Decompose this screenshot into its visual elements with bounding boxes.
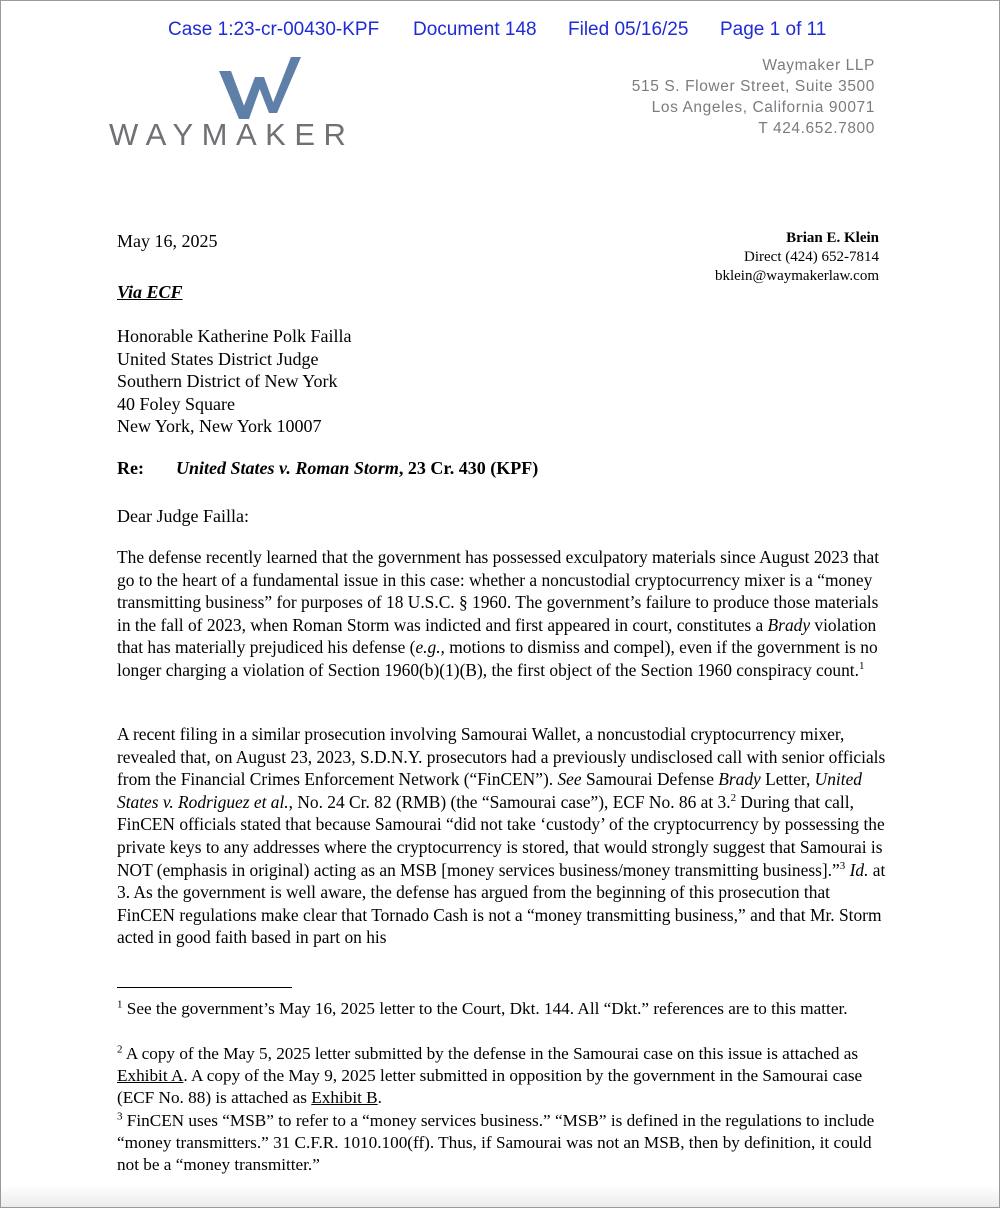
ecf-header	[1, 19, 1000, 45]
exhibit-a-link: Exhibit A	[117, 1065, 184, 1085]
body-paragraph-2: A recent filing in a similar prosecution involving Samourai Wallet, a noncustodial cryptocurrency mixer, revealed that, on August 23, 2023, S.D.N.Y. prosecutors had a previously undisclosed call with senior officials from the Financial Crimes Enforcement Network (“FinCEN”). See Samourai Defense Brady Letter, United States v. Rodriguez et al., No. 24 Cr. 82 (RMB) (the “Samourai case”), ECF No. 86 at 3.$^2$ During that call, FinCEN officials stated that because Samourai “did not take ‘custody’ of the cryptocurrency by possessing the private keys to any addresses where the cryptocurrency is stored, that would strongly suggest that Samourai is NOT (emphasis in original) acting as an MSB [money services business/money transmitting business].”$^3$ Id. at 3. As the government is well aware, the defense has argued from the beginning of this prosecution that FinCEN regulations make clear that Tornado Cash is not a “money transmitting business,” and that Mr. Storm acted in good faith based in part on his	[117, 724, 886, 948]
footnote-ref-1[interactable]: 1	[858, 660, 865, 673]
addressee-line: 40 Foley Square	[117, 393, 235, 414]
firm-phone: T 424.652.7800	[758, 120, 875, 137]
exhibit-b-link: Exhibit B	[311, 1087, 378, 1107]
addressee-line: New York, New York 10007	[117, 416, 322, 436]
document-number: Document 148	[413, 19, 537, 40]
firm-street: 515 S. Flower Street, Suite 3500	[631, 78, 875, 95]
case-citation: United States v. Rodriguez et al.	[117, 769, 862, 812]
re-label: Re:	[117, 458, 144, 478]
case-number: Case 1:23-cr-00430-KPF	[168, 19, 380, 40]
page-bottom-shadow	[1, 1185, 999, 1207]
author-direct: Direct (424) 652-7814	[744, 249, 879, 265]
author-name: Brian E. Klein	[786, 230, 879, 246]
footnote-divider	[117, 987, 292, 988]
re-case-name: United States v. Roman Storm	[176, 458, 399, 478]
footnote-2: $^2$ A copy of the May 5, 2025 letter submitted by the defense in the Samourai case on this issue is attached as Exhibit A. A copy of the May 9, 2025 letter submitted in opposition by the government in the Samourai case (ECF No. 88) is attached as Exhibit B.	[117, 1043, 863, 1107]
page-indicator: Page 1 of 11	[720, 19, 827, 40]
footnote-ref-2[interactable]: 2	[730, 791, 737, 804]
footnote-3: $^3$ FinCEN uses “MSB” to refer to a “money services business.” “MSB” is defined in the regulations to include “money transmitters.” 31 C.F.R. 1010.100(ff). Thus, if Samourai was not an MSB, then by definition, it could not be a “money transmitter.”	[117, 1110, 875, 1174]
body-paragraph-1: The defense recently learned that the government has possessed exculpatory materials since August 2023 that go to the heart of a fundamental issue in this case: whether a noncustodial cryptocurrency mixer is a “money transmitting business” for purposes of 18 U.S.C. § 1960. The government’s failure to produce those materials in the fall of 2023, when Roman Storm was indicted and first appeared in court, constitutes a Brady violation that has materially prejudiced his defense (e.g., motions to dismiss and compel), even if the government is no longer charging a violation of Section 1960(b)(1)(B), the first object of the Section 1960 conspiracy count.$^1$	[117, 547, 880, 680]
letter-date: May 16, 2025	[117, 231, 218, 251]
firm-name: Waymaker LLP	[762, 57, 875, 74]
firm-city: Los Angeles, California 90071	[651, 99, 875, 116]
re-line	[117, 458, 538, 479]
firm-logo	[109, 57, 429, 152]
author-email: bklein@waymakerlaw.com	[714, 268, 879, 284]
firm-address-block	[632, 55, 875, 139]
delivery-method: Via ECF	[117, 282, 183, 302]
footnote-1: $^1$ See the government’s May 16, 2025 letter to the Court, Dkt. 144. All “Dkt.” references are to this matter.	[117, 998, 848, 1018]
brady-citation: Brady	[767, 614, 811, 635]
addressee-line: Southern District of New York	[117, 371, 338, 391]
salutation: Dear Judge Failla:	[117, 506, 249, 526]
addressee-line: Honorable Katherine Polk Failla	[117, 326, 352, 346]
footnote-ref-3[interactable]: 3	[839, 859, 846, 872]
addressee-block	[117, 325, 351, 438]
author-block	[715, 229, 879, 286]
filed-date: Filed 05/16/25	[568, 19, 689, 40]
waymaker-w-logo	[219, 57, 319, 123]
re-case-number: , 23 Cr. 430 (KPF)	[398, 458, 539, 478]
logo-wordmark: WAYMAKER	[109, 117, 355, 152]
addressee-line: United States District Judge	[117, 348, 319, 369]
